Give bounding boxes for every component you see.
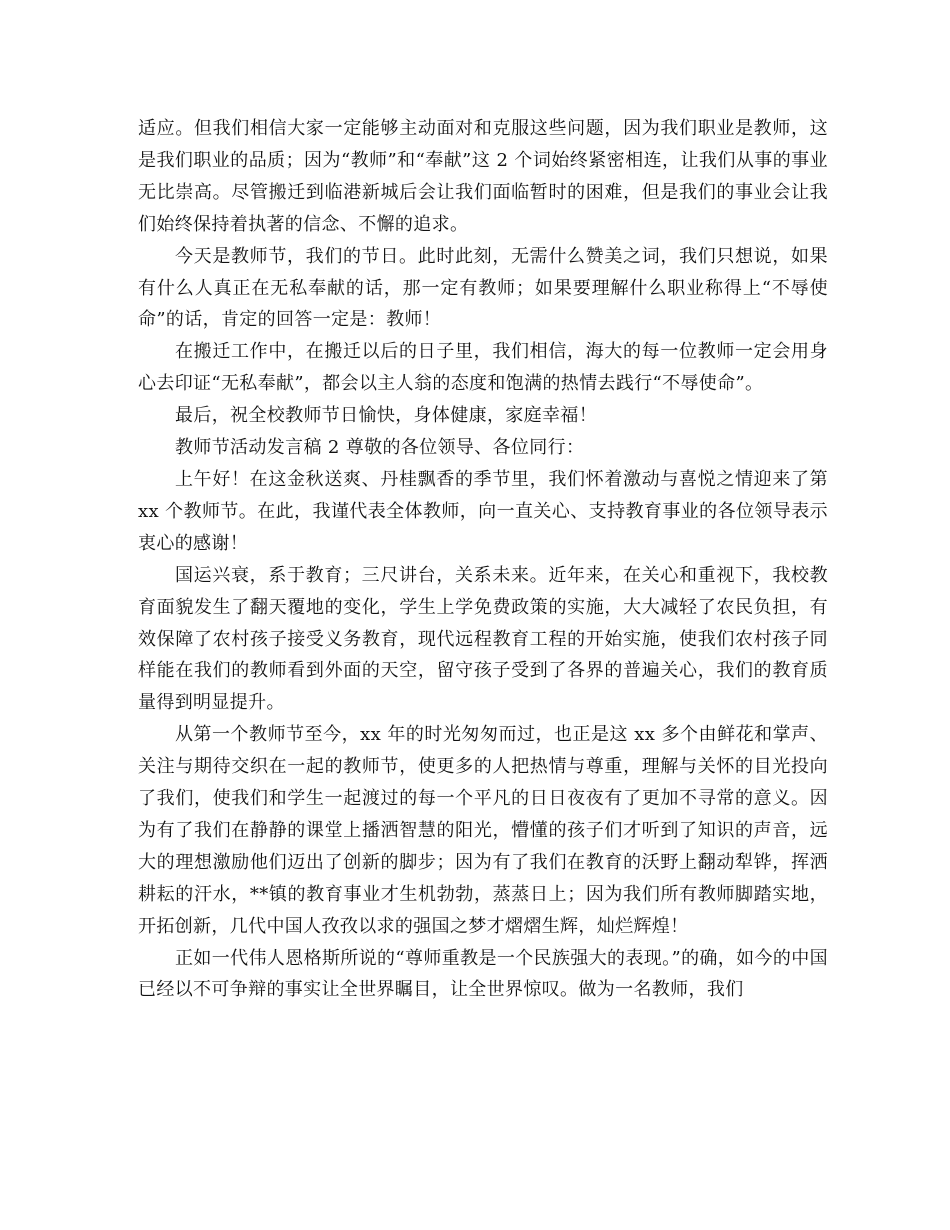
paragraph-3: 在搬迁工作中，在搬迁以后的日子里，我们相信，海大的每一位教师一定会用身心去印证“无私奉献”，都会以主人翁的态度和饱满的热情去践行“不辱使命”。 xyxy=(138,341,828,395)
paragraph-1: 适应。但我们相信大家一定能够主动面对和克服这些问题，因为我们职业是教师，这是我们职业的品质；因为“教师”和“奉献”这 2 个词始终紧密相连，让我们从事的事业无比崇高。尽管搬迁到临港新城后会让我们面临暂时的困难，但是我们的事业会让我们始终保持着执著的信念、不懈的追求。 xyxy=(138,118,828,235)
paragraph-6: 上午好！在这金秋送爽、丹桂飘香的季节里，我们怀着激动与喜悦之情迎来了第 xx 个教师节。在此，我谨代表全体教师，向一直关心、支持教育事业的各位领导表示衷心的感谢！ xyxy=(138,468,828,554)
paragraph-7: 国运兴衰，系于教育；三尺讲台，关系未来。近年来，在关心和重视下，我校教育面貌发生了翻天覆地的变化，学生上学免费政策的实施，大大减轻了农民负担，有效保障了农村孩子接受义务教育，现代远程教育工程的开始实施，使我们农村孩子同样能在我们的教师看到外面的天空，留守孩子受到了各界的普遍关心，我们的教育质量得到明显提升。 xyxy=(138,564,828,714)
paragraph-8: 从第一个教师节至今，xx 年的时光匆匆而过，也正是这 xx 多个由鲜花和掌声、关注与期待交织在一起的教师节，使更多的人把热情与尊重，理解与关怀的目光投向了我们，使我们和学生一起渡过的每一个平凡的日日夜夜有了更加不寻常的意义。因为有了我们在静静的课堂上播洒智慧的阳光，懵懂的孩子们才听到了知识的声音，远大的理想激励他们迈出了创新的脚步；因为有了我们在教育的沃野上翻动犁铧，挥洒耕耘的汗水，**镇的教育事业才生机勃勃，蒸蒸日上；因为我们所有教师脚踏实地，开拓创新，几代中国人孜孜以求的强国之梦才熠熠生辉，灿烂辉煌！ xyxy=(138,724,828,937)
paragraph-4: 最后，祝全校教师节日愉快，身体健康，家庭幸福！ xyxy=(175,405,598,427)
paragraph-5: 教师节活动发言稿 2 尊敬的各位领导、各位同行： xyxy=(175,437,585,459)
document-body xyxy=(138,113,828,1006)
paragraph-2: 今天是教师节，我们的节日。此时此刻，无需什么赞美之词，我们只想说，如果有什么人真正在无私奉献的话，那一定有教师；如果要理解什么职业称得上“不辱使命”的话，肯定的回答一定是：教师！ xyxy=(138,245,828,331)
paragraph-9: 正如一代伟人恩格斯所说的“尊师重教是一个民族强大的表现。”的确，如今的中国已经以不可争辩的事实让全世界瞩目，让全世界惊叹。做为一名教师，我们 xyxy=(138,947,828,1001)
